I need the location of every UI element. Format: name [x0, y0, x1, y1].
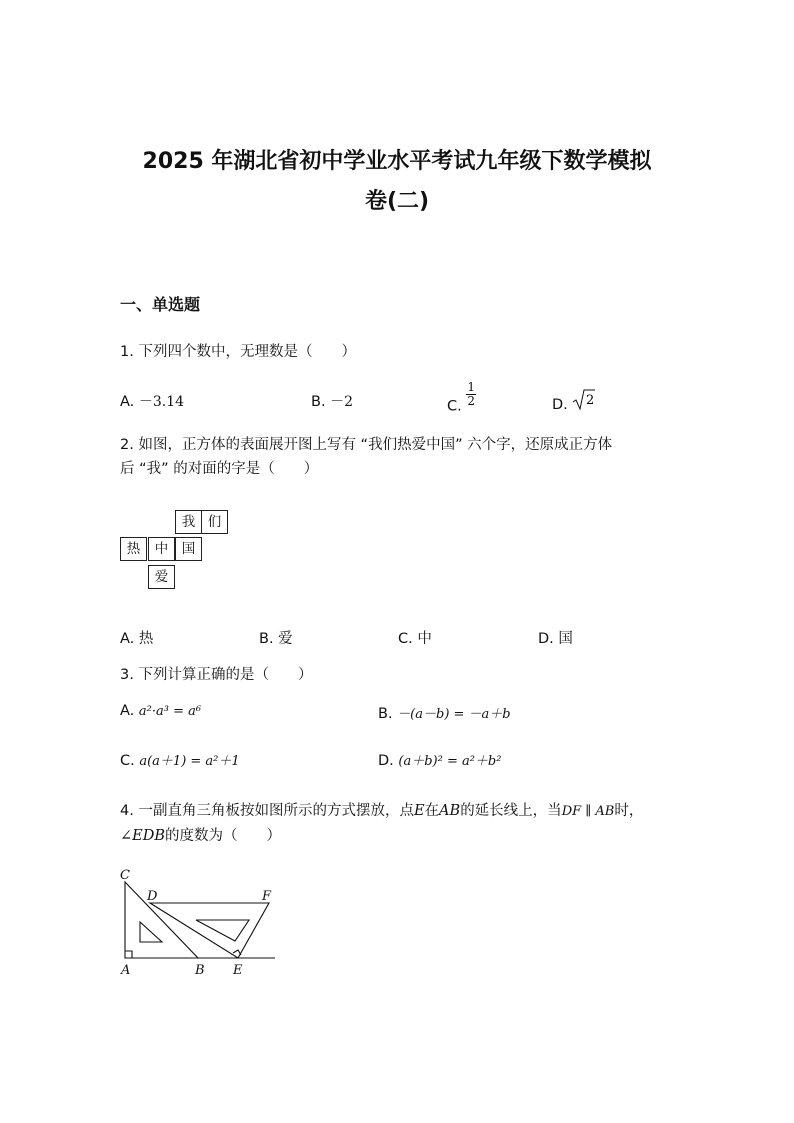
q3-option-c-expr: a(a＋1) = a²＋1 [139, 754, 240, 769]
net-cell-ai: 爱 [148, 565, 175, 589]
q1-option-a-value: －3.14 [138, 394, 185, 410]
q1-option-c-label: C. [447, 398, 462, 415]
q1-option-c-fraction [466, 381, 476, 408]
q4-text-mid1: 在 [424, 803, 440, 819]
label-c: C [120, 868, 130, 883]
fraction-denominator: 2 [467, 394, 475, 408]
q1-option-d-label: D. [552, 397, 568, 413]
triangle-rulers-figure [110, 862, 285, 982]
label-d: D [147, 889, 158, 904]
title-line-1: 2025 年湖北省初中学业水平考试九年级下数学模拟 [142, 149, 652, 174]
fraction-numerator: 1 [467, 380, 475, 394]
net-cell-guo: 国 [175, 537, 202, 561]
sqrt-radicand: 2 [586, 393, 595, 408]
page-title [110, 142, 684, 222]
sqrt-symbol [572, 387, 596, 411]
question-4-stem [120, 799, 643, 848]
triangle-dfe-inner [196, 920, 249, 941]
q4-text-mid2: 的延长线上，当 [460, 803, 562, 819]
q2-option-b: B. 爱 [259, 631, 293, 647]
question-2-stem [120, 433, 612, 481]
q1-option-a-label: A. [120, 394, 135, 410]
q2-option-a: A. 热 [120, 631, 154, 647]
cube-net-figure [120, 510, 240, 595]
net-cell-re: 热 [120, 537, 147, 561]
q4-text-pre: 4. 一副直角三角板按如图所示的方式摆放，点 [120, 803, 414, 819]
q4-angle-edb: ∠EDB [120, 828, 166, 844]
q3-option-b [378, 703, 511, 722]
section-title-single-choice: 一、单选题 [120, 295, 201, 314]
triangle-cab [125, 882, 198, 958]
q3-option-c-label: C. [120, 753, 135, 769]
question-3-stem: 3. 下列计算正确的是（ ） [120, 667, 313, 683]
q4-parallel-condition: DF ∥ AB [561, 804, 615, 819]
q4-segment-ab: AB [439, 803, 461, 819]
label-b: B [195, 963, 205, 978]
label-a: A [121, 963, 131, 978]
q3-option-d [378, 750, 501, 769]
net-cell-wo: 我 [175, 510, 202, 534]
q1-option-b [311, 391, 353, 411]
q2-option-c: C. 中 [398, 631, 432, 647]
q1-option-d [552, 387, 596, 413]
net-cell-zhong: 中 [148, 537, 175, 561]
question-4-stem-line-2 [120, 824, 643, 848]
q3-option-c [120, 750, 240, 769]
q3-option-b-label: B. [378, 706, 393, 722]
q3-option-d-expr: (a＋b)² = a²＋b² [398, 754, 502, 769]
q3-option-a-label: A. [120, 703, 135, 719]
triangle-cab-inner [140, 922, 162, 942]
net-cell-men: 们 [201, 510, 228, 534]
label-f: F [262, 889, 272, 904]
question-2-stem-line-1: 2. 如图，正方体的表面展开图上写有 “我们热爱中国” 六个字，还原成正方体 [120, 437, 613, 453]
question-4-stem-line-1 [120, 799, 643, 824]
right-angle-a [125, 951, 132, 958]
q1-option-c [447, 381, 476, 415]
q4-text-tail: 的度数为（ ） [165, 828, 282, 844]
q1-option-b-value: －2 [330, 394, 354, 410]
q3-option-a-expr: a²·a³ = a⁶ [138, 704, 202, 719]
question-2-stem-line-2: 后 “我” 的对面的字是（ ） [120, 461, 319, 477]
q1-option-a [120, 391, 184, 411]
label-e: E [233, 963, 243, 978]
question-1-stem: 1. 下列四个数中，无理数是（ ） [120, 344, 356, 360]
q1-option-b-label: B. [311, 394, 326, 410]
q4-text-mid3: 时， [614, 803, 644, 819]
q3-option-a [120, 703, 201, 719]
q2-option-d: D. 国 [538, 631, 573, 647]
triangle-dfe [150, 903, 269, 958]
q4-point-e: E [413, 803, 425, 819]
q3-option-d-label: D. [378, 753, 394, 769]
title-line-2: 卷(二) [364, 189, 430, 214]
q3-option-b-expr: －(a－b) = －a＋b [397, 707, 511, 722]
